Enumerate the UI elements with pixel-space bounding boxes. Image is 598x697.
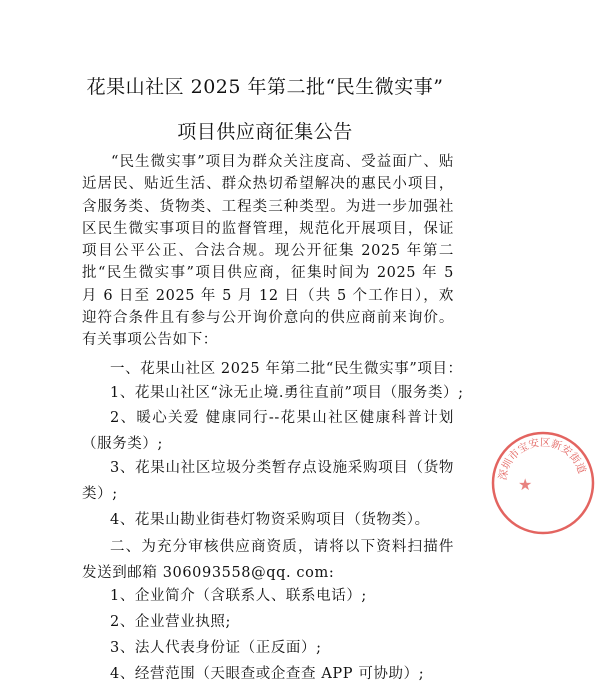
material-item-2: 2、企业营业执照;: [110, 614, 232, 630]
project-item-1: 1、花果山社区“泳无止境.勇往直前”项目（服务类）;: [110, 385, 464, 401]
document-title-line1: 花果山社区 2025 年第二批“民生微实事”: [86, 76, 444, 98]
material-item-4: 4、经营范围（天眼查或企查查 APP 可协助）;: [110, 666, 425, 682]
intro-paragraph: “民生微实事”项目为群众关注度高、受益面广、贴近居民、贴近生活、群众热切希望解决的惠民小项目，含服务类、货物类、工程类三种类型。为进一步加强社区民生微实事项目的监督管理，规范化开展项目，保证项目公平公正、合法合规。现公开征集 2025 年第二批“民生微实事”项目供应商，征集时间为 2025 年 5 月 6 日至 2025 年 5 月 12 日（共 5 个工作日），欢迎符合条件且有参与公开询价意向的供应商前来询价。有关事项公告如下：: [82, 154, 454, 349]
project-item-3: 3、花果山社区垃圾分类暂存点设施采购项目（货物类）;: [82, 460, 454, 502]
official-seal-stamp: [488, 428, 598, 538]
material-item-3: 3、法人代表身份证（正反面）;: [110, 640, 322, 656]
section2-heading: 二、为充分审核供应商资质，请将以下资料扫描件发送到邮箱 306093558@qq. com:: [82, 539, 454, 581]
project-item-2: 2、暖心关爱 健康同行--花果山社区健康科普计划（服务类）;: [82, 410, 454, 452]
project-item-4: 4、花果山勘业街巷灯物资采购项目（货物类）。: [110, 512, 430, 528]
section1-heading: 一、花果山社区 2025 年第二批“民生微实事”项目：: [110, 361, 463, 377]
material-item-1: 1、企业简介（含联系人、联系电话）;: [110, 588, 367, 604]
svg-text:深圳市宝安区新安街道: 深圳市宝安区新安街道: [496, 436, 588, 482]
svg-text:★: ★: [518, 475, 533, 494]
document-title-line2: 项目供应商征集公告: [177, 121, 353, 143]
